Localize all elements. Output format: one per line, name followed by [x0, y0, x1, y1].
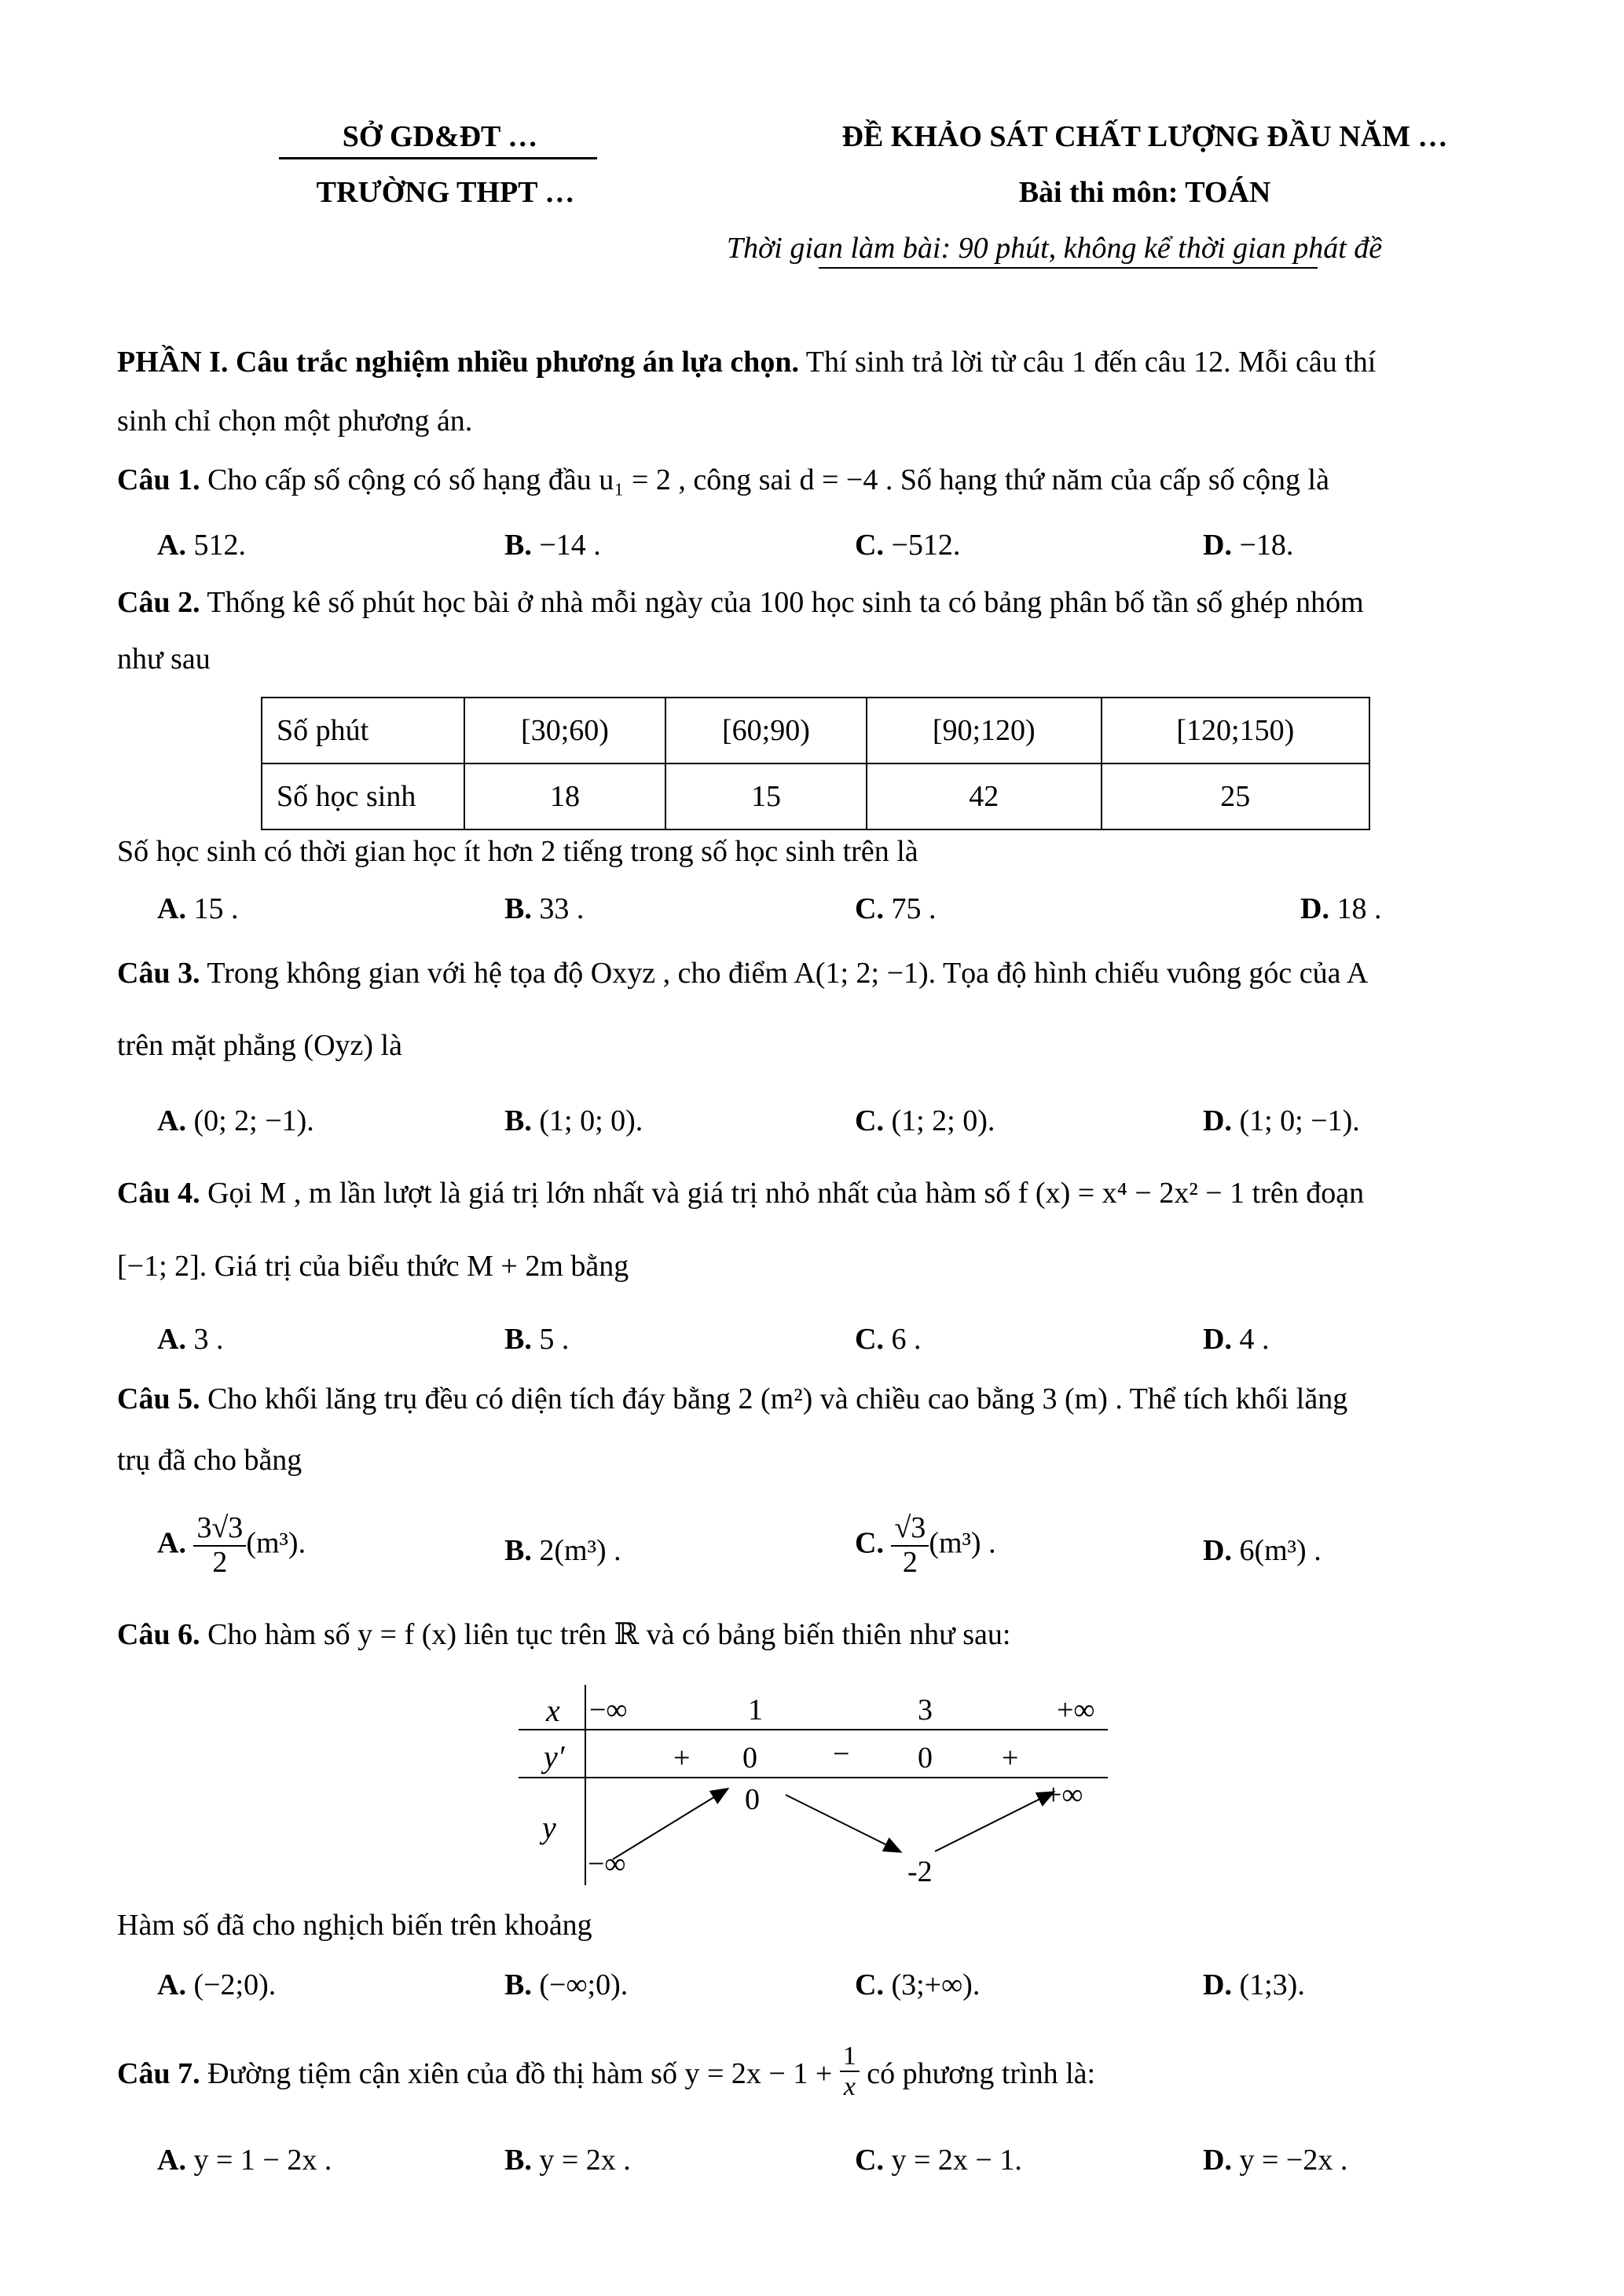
- q1-option-b[interactable]: B. −14 .: [504, 529, 601, 562]
- vt-yp-val: 0: [742, 1741, 757, 1774]
- question-3: [117, 958, 1368, 988]
- vt-x-val: 1: [748, 1694, 763, 1727]
- q6-option-a[interactable]: A. (−2;0).: [157, 1968, 277, 2001]
- vt-yp-val: −: [833, 1738, 850, 1771]
- q7-option-d[interactable]: D. y = −2x .: [1203, 2144, 1348, 2177]
- table-cell: 25: [1102, 764, 1369, 829]
- q2-option-a[interactable]: A. 15 .: [157, 892, 239, 925]
- q4-text-line2: [−1; 2]. Giá trị của biểu thức M + 2m bằng: [117, 1250, 629, 1283]
- q2-text: Thống kê số phút học bài ở nhà mỗi ngày của 100 học sinh ta có bảng phân bố tần số ghép nhóm: [207, 586, 1364, 619]
- q3-option-c[interactable]: C. (1; 2; 0).: [855, 1104, 995, 1137]
- q7-option-c[interactable]: C. y = 2x − 1.: [855, 2144, 1022, 2177]
- q1-option-c[interactable]: C. −512.: [855, 529, 961, 562]
- table-cell: 18: [464, 764, 665, 829]
- vt-y-val: -2: [907, 1855, 933, 1888]
- q6-option-d[interactable]: D. (1;3).: [1203, 1968, 1305, 2001]
- vt-x-label: x: [546, 1693, 560, 1728]
- q6-option-c[interactable]: C. (3;+∞).: [855, 1968, 981, 2001]
- q7-text-post: có phương trình là:: [859, 2057, 1096, 2091]
- q1-option-a[interactable]: A. 512.: [157, 529, 246, 562]
- q6-question-text: Hàm số đã cho nghịch biến trên khoảng: [117, 1909, 592, 1942]
- table-cell: [120;150): [1102, 698, 1369, 764]
- q2-label: Câu 2.: [117, 586, 200, 619]
- question-5: [117, 1384, 1347, 1414]
- q7-label: Câu 7.: [117, 2057, 200, 2091]
- q4-label: Câu 4.: [117, 1177, 200, 1210]
- vt-y-val: 0: [745, 1783, 760, 1816]
- vt-yp-val: +: [673, 1741, 691, 1774]
- q4-option-a[interactable]: A. 3 .: [157, 1323, 224, 1356]
- table-row: [262, 764, 1369, 829]
- question-2: [117, 588, 1364, 617]
- vt-y-label: y: [542, 1810, 556, 1845]
- q3-option-b[interactable]: B. (1; 0; 0).: [504, 1104, 643, 1137]
- question-1: [117, 465, 1329, 495]
- q4-option-b[interactable]: B. 5 .: [504, 1323, 570, 1356]
- part1-title: PHẦN I. Câu trắc nghiệm nhiều phương án lựa chọn.: [117, 346, 799, 379]
- table-cell: [60;90): [665, 698, 867, 764]
- q4-option-d[interactable]: D. 4 .: [1203, 1323, 1270, 1356]
- q1-option-d[interactable]: D. −18.: [1203, 529, 1294, 562]
- vt-arrow-up: [935, 1792, 1053, 1851]
- q4-option-c[interactable]: C. 6 .: [855, 1323, 922, 1356]
- q4-text: Gọi M , m lần lượt là giá trị lớn nhất và giá trị nhỏ nhất của hàm số f (x) = x⁴ − 2x² − 1 trên đoạn: [207, 1177, 1365, 1210]
- q6-option-b[interactable]: B. (−∞;0).: [504, 1968, 629, 2001]
- table-cell: 15: [665, 764, 867, 829]
- q2-option-c[interactable]: C. 75 .: [855, 892, 937, 925]
- q5-label: Câu 5.: [117, 1382, 200, 1415]
- table-cell: Số phút: [262, 698, 464, 764]
- q3-option-d[interactable]: D. (1; 0; −1).: [1203, 1104, 1360, 1137]
- table-row: [262, 698, 1369, 764]
- vt-x-val: 3: [918, 1694, 933, 1727]
- table-cell: [30;60): [464, 698, 665, 764]
- part1-intro: [117, 347, 1376, 377]
- question-6: [117, 1620, 1010, 1650]
- exam-subject: Bài thi môn: TOÁN: [1018, 176, 1271, 209]
- table-cell: [90;120): [867, 698, 1102, 764]
- variation-table: [511, 1677, 1124, 1889]
- part1-intro-line2: sinh chỉ chọn một phương án.: [117, 405, 473, 438]
- q6-label: Câu 6.: [117, 1618, 200, 1651]
- part1-intro-rest: Thí sinh trả lời từ câu 1 đến câu 12. Mỗi câu thí: [798, 346, 1377, 379]
- q5-option-a[interactable]: A. $\frac{3√3}{2}$ (m³).: [157, 1511, 306, 1579]
- q7-option-b[interactable]: B. y = 2x .: [504, 2144, 631, 2177]
- exam-duration: Thời gian làm bài: 90 phút, không kể thời gian phát đề: [726, 232, 1383, 265]
- vt-y-val: −∞: [588, 1847, 626, 1880]
- exam-title: ĐỀ KHẢO SÁT CHẤT LƯỢNG ĐẦU NĂM …: [841, 120, 1448, 153]
- header-department: SỞ GD&ĐT …: [342, 120, 538, 153]
- q7-text-pre: Đường tiệm cận xiên của đồ thị hàm số y = 2x − 1 +: [207, 2057, 840, 2091]
- q2-option-b[interactable]: B. 33 .: [504, 892, 585, 925]
- table-cell: 42: [867, 764, 1102, 829]
- vt-yp-val: 0: [918, 1741, 933, 1774]
- vt-y-val: +∞: [1045, 1778, 1083, 1811]
- header-school: TRƯỜNG THPT …: [316, 176, 575, 209]
- header-left-rule: [279, 157, 597, 159]
- q5-option-c[interactable]: C. $\frac{√3}{2}$ (m³) .: [855, 1511, 996, 1579]
- vt-x-val: +∞: [1057, 1694, 1095, 1727]
- q2-question-text: Số học sinh có thời gian học ít hơn 2 tiếng trong số học sinh trên là: [117, 835, 918, 868]
- q1-label: Câu 1.: [117, 463, 200, 496]
- q2-text-line2: như sau: [117, 643, 211, 676]
- vt-yp-val: +: [1002, 1741, 1019, 1774]
- q7-option-a[interactable]: A. y = 1 − 2x .: [157, 2144, 332, 2177]
- q2-option-d[interactable]: D. 18 .: [1300, 892, 1382, 925]
- q5-text: Cho khối lăng trụ đều có diện tích đáy bằng 2 (m²) và chiều cao bằng 3 (m) . Thể tích khối lăng: [207, 1382, 1348, 1415]
- vt-arrow-down: [786, 1795, 900, 1851]
- q3-text: Trong không gian với hệ tọa độ Oxyz , cho điểm A(1; 2; −1). Tọa độ hình chiếu vuông góc của A: [207, 957, 1369, 990]
- q1-text: Cho cấp số cộng có số hạng đầu u₁ = 2 , công sai d = −4 . Số hạng thứ năm của cấp số cộng là: [207, 463, 1329, 496]
- vt-arrow-up: [613, 1789, 727, 1859]
- question-7: Câu 7. Đường tiệm cận xiên của đồ thị hàm số y = 2x − 1 + $\frac{1}{x}$ có phương trình là:: [117, 2041, 1096, 2102]
- q5-option-d[interactable]: D. 6(m³) .: [1203, 1534, 1322, 1567]
- q6-text: Cho hàm số y = f (x) liên tục trên ℝ và có bảng biến thiên như sau:: [207, 1618, 1011, 1651]
- q3-text-line2: trên mặt phẳng (Oyz) là: [117, 1029, 402, 1062]
- question-4: [117, 1178, 1364, 1208]
- q5-text-line2: trụ đã cho bằng: [117, 1444, 302, 1477]
- q3-label: Câu 3.: [117, 957, 200, 990]
- vt-yp-label: y′: [544, 1739, 565, 1774]
- header-right-rule: [819, 267, 1318, 269]
- frequency-table: [261, 697, 1370, 830]
- q3-option-a[interactable]: A. (0; 2; −1).: [157, 1104, 314, 1137]
- table-cell: Số học sinh: [262, 764, 464, 829]
- q5-option-b[interactable]: B. 2(m³) .: [504, 1534, 621, 1567]
- vt-x-val: −∞: [589, 1694, 628, 1727]
